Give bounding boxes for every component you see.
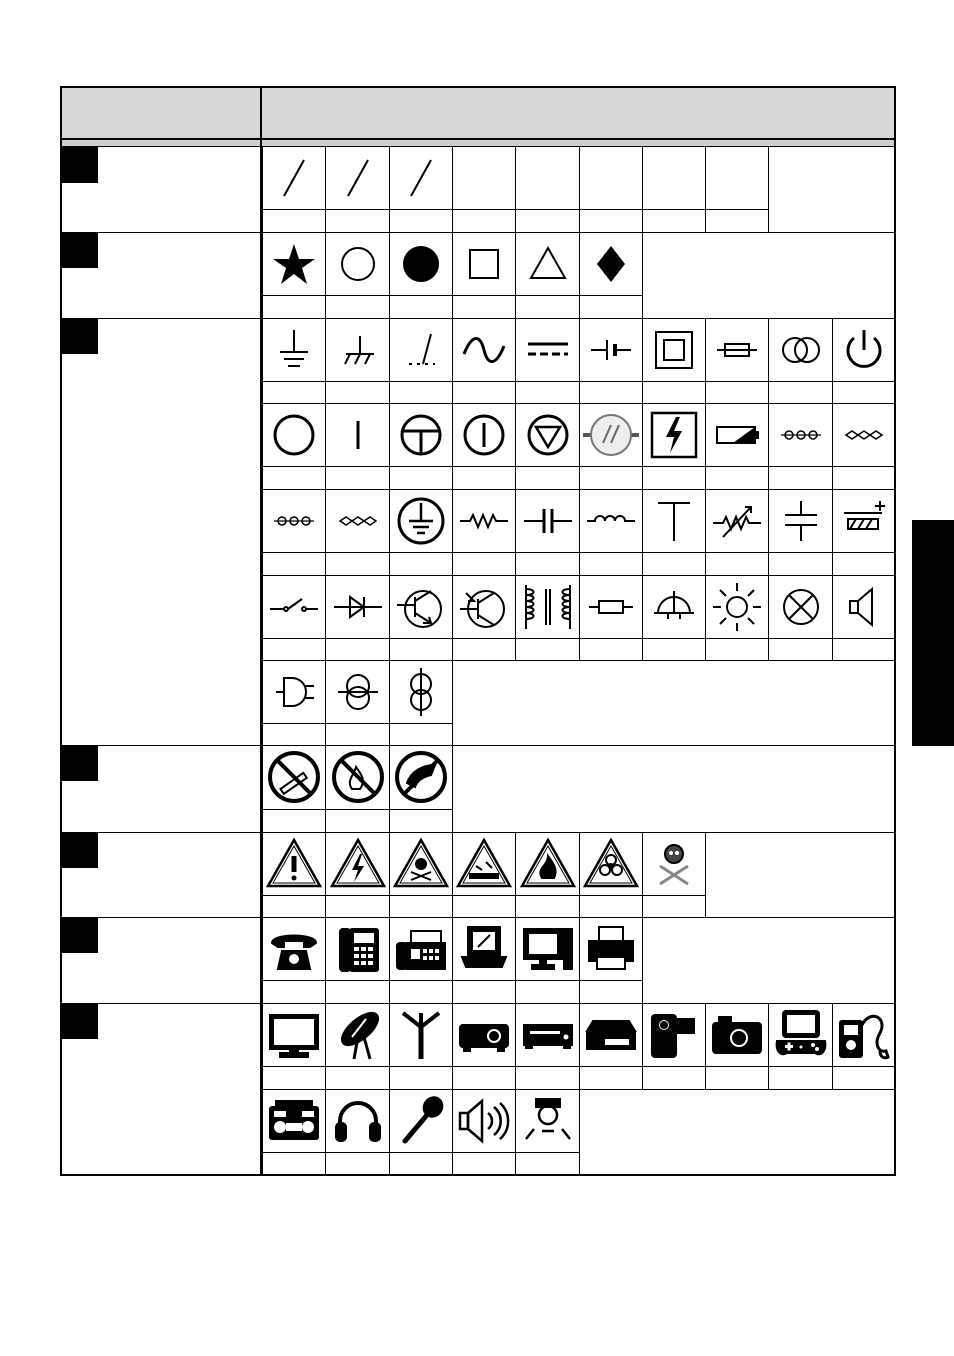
- symbol-code: [325, 638, 389, 660]
- rule-line: [642, 917, 643, 1003]
- poison-icon: [389, 832, 452, 895]
- rule-line: [894, 403, 895, 489]
- direct-current-icon: [515, 318, 579, 381]
- category-label: [104, 753, 254, 775]
- symbol-code: [768, 638, 832, 660]
- symbol-code: [452, 895, 515, 917]
- rule-line: [894, 489, 895, 575]
- game-console-icon: [768, 1003, 832, 1066]
- symbol-code: [325, 209, 389, 232]
- symbol-code: [705, 381, 768, 403]
- transformer-coil-icon: [389, 660, 452, 723]
- camera-icon: [705, 1003, 768, 1066]
- symbol-code: [515, 895, 579, 917]
- no-open-flame-icon: [325, 745, 389, 809]
- rule-line: [894, 575, 895, 660]
- blank-icon: [705, 147, 768, 209]
- symbol-code: [262, 895, 325, 917]
- slash-icon: [389, 147, 452, 209]
- tv-icon: [262, 1003, 325, 1066]
- symbol-code: [262, 723, 325, 745]
- satellite-dish-icon: [325, 1003, 389, 1066]
- category-marker: [61, 232, 98, 268]
- symbol-code: [389, 638, 452, 660]
- no-access-icon: [389, 745, 452, 809]
- symbol-code: [642, 466, 705, 489]
- printer-icon: [579, 917, 642, 980]
- symbol-code: [325, 809, 389, 832]
- symbol-code: [579, 466, 642, 489]
- connector-alt-icon: [832, 403, 894, 466]
- projector-icon: [452, 1003, 515, 1066]
- diode-icon: [325, 575, 389, 638]
- lamp-icon: [705, 575, 768, 638]
- triangle-outline-icon: [515, 232, 579, 295]
- category-label: [104, 240, 254, 262]
- symbol-code: [515, 552, 579, 575]
- rule-line: [262, 1174, 579, 1175]
- transistor-pnp-icon: [389, 575, 452, 638]
- symbol-code: [515, 466, 579, 489]
- capacitor-icon: [515, 489, 579, 552]
- header-category: [70, 100, 250, 128]
- bell-icon: [642, 575, 705, 638]
- symbol-code: [262, 209, 325, 232]
- transformer-icon: [768, 318, 832, 381]
- protective-earth-icon: [389, 489, 452, 552]
- inductor-icon: [579, 489, 642, 552]
- symbol-code: [705, 552, 768, 575]
- current-transformer-icon: [325, 660, 389, 723]
- antenna-tee-icon: [642, 489, 705, 552]
- laptop-icon: [452, 917, 515, 980]
- category-label: [104, 1011, 254, 1033]
- symbol-code: [389, 1066, 452, 1089]
- symbol-code: [579, 1066, 642, 1089]
- rule-line: [579, 1089, 580, 1174]
- symbol-code: [452, 980, 515, 1003]
- alternating-current-icon: [452, 318, 515, 381]
- symbol-code: [452, 381, 515, 403]
- emergency-stop-icon: [515, 403, 579, 466]
- symbol-code: [579, 638, 642, 660]
- symbol-code: [452, 209, 515, 232]
- symbol-code: [262, 638, 325, 660]
- symbol-code: [579, 381, 642, 403]
- symbol-code: [579, 895, 642, 917]
- symbol-code: [642, 1066, 705, 1089]
- category-marker: [61, 745, 98, 781]
- boombox-icon: [262, 1089, 325, 1152]
- variable-resistor-icon: [705, 489, 768, 552]
- singer-icon: [515, 1089, 579, 1152]
- double-insulation-icon: [642, 318, 705, 381]
- star-filled-icon: [262, 232, 325, 295]
- warning-icon: [262, 832, 325, 895]
- symbol-code: [515, 209, 579, 232]
- photocell-icon: [579, 403, 642, 466]
- diamond-filled-icon: [579, 232, 642, 295]
- symbol-code: [515, 1066, 579, 1089]
- symbol-code: [579, 980, 642, 1003]
- symbol-code: [768, 466, 832, 489]
- clean-ground-icon: [389, 318, 452, 381]
- mobile-phone-icon: [325, 917, 389, 980]
- circle-filled-icon: [389, 232, 452, 295]
- symbol-code: [515, 638, 579, 660]
- symbol-code: [642, 638, 705, 660]
- symbol-code: [389, 466, 452, 489]
- symbol-code: [642, 552, 705, 575]
- lamp-cross-icon: [768, 575, 832, 638]
- symbol-code: [832, 638, 894, 660]
- symbol-code: [325, 723, 389, 745]
- blank-icon: [452, 147, 515, 209]
- transformer-core-icon: [515, 575, 579, 638]
- switch-icon: [262, 575, 325, 638]
- symbol-code: [452, 295, 515, 318]
- rule-line: [705, 832, 706, 917]
- dvd-player-icon: [515, 1003, 579, 1066]
- category-marker: [61, 1003, 98, 1039]
- plug-icon: [262, 660, 325, 723]
- symbol-code: [262, 1066, 325, 1089]
- rule-line: [452, 660, 453, 745]
- rule-line: [60, 745, 896, 746]
- stop-icon: [389, 403, 452, 466]
- rule-line: [768, 147, 769, 232]
- symbol-code: [325, 980, 389, 1003]
- symbol-code: [389, 895, 452, 917]
- symbol-code: [642, 895, 705, 917]
- symbol-code: [389, 552, 452, 575]
- symbol-code: [452, 1152, 515, 1174]
- circle-outline-icon: [325, 232, 389, 295]
- symbol-code: [262, 381, 325, 403]
- symbol-code: [262, 552, 325, 575]
- category-label: [104, 155, 254, 177]
- fuse-icon: [705, 318, 768, 381]
- symbol-code: [832, 552, 894, 575]
- symbol-code: [262, 980, 325, 1003]
- category-marker: [61, 917, 98, 953]
- symbol-code: [452, 466, 515, 489]
- on-off-icon: [452, 403, 515, 466]
- symbol-code: [389, 809, 452, 832]
- resistor-icon: [452, 489, 515, 552]
- rule-line: [642, 232, 643, 318]
- speaker-volume-icon: [452, 1089, 515, 1152]
- no-smoking-icon: [262, 745, 325, 809]
- symbol-code: [515, 295, 579, 318]
- electric-hazard-icon: [325, 832, 389, 895]
- category-marker: [61, 832, 98, 868]
- symbol-code: [389, 1152, 452, 1174]
- desktop-icon: [515, 917, 579, 980]
- symbol-code: [579, 209, 642, 232]
- symbol-code: [325, 552, 389, 575]
- symbol-code: [452, 638, 515, 660]
- header-symbols: [275, 100, 875, 128]
- symbol-code: [389, 209, 452, 232]
- rule-line: [894, 1003, 895, 1089]
- category-label: [104, 840, 254, 862]
- symbol-code: [262, 809, 325, 832]
- video-camera-icon: [642, 1003, 705, 1066]
- capacitor-alt-icon: [768, 489, 832, 552]
- battery-cell-icon: [579, 318, 642, 381]
- symbol-code: [832, 466, 894, 489]
- high-voltage-icon: [642, 403, 705, 466]
- antenna-icon: [389, 1003, 452, 1066]
- symbol-code: [705, 638, 768, 660]
- symbol-code: [832, 381, 894, 403]
- symbol-code: [579, 295, 642, 318]
- speaker-icon: [832, 575, 894, 638]
- off-icon: [262, 403, 325, 466]
- frame-ground-icon: [325, 318, 389, 381]
- connector-dots-alt-icon: [325, 489, 389, 552]
- symbol-code: [515, 381, 579, 403]
- symbol-code: [452, 552, 515, 575]
- biohazard-icon: [579, 832, 642, 895]
- slash-icon: [262, 147, 325, 209]
- music-player-icon: [832, 1003, 894, 1066]
- blank-icon: [642, 147, 705, 209]
- symbol-code: [325, 1066, 389, 1089]
- transistor-npn-icon: [452, 575, 515, 638]
- symbol-code: [642, 209, 705, 232]
- symbol-code: [325, 466, 389, 489]
- square-outline-icon: [452, 232, 515, 295]
- category-marker: [61, 318, 98, 354]
- slash-icon: [325, 147, 389, 209]
- symbol-code: [705, 466, 768, 489]
- telephone-icon: [262, 917, 325, 980]
- symbol-code: [389, 980, 452, 1003]
- symbol-code: [452, 1066, 515, 1089]
- symbol-code: [262, 1152, 325, 1174]
- power-icon: [832, 318, 894, 381]
- on-icon: [325, 403, 389, 466]
- rule-line: [894, 318, 895, 403]
- symbol-code: [515, 1152, 579, 1174]
- symbol-code: [768, 552, 832, 575]
- connector-icon: [768, 403, 832, 466]
- earth-ground-icon: [262, 318, 325, 381]
- symbol-code: [389, 381, 452, 403]
- skull-crossbones-icon: [642, 832, 705, 895]
- symbol-code: [325, 1152, 389, 1174]
- symbol-code: [262, 295, 325, 318]
- symbol-code: [325, 295, 389, 318]
- symbol-code: [768, 1066, 832, 1089]
- corrosive-icon: [452, 832, 515, 895]
- symbol-code: [515, 980, 579, 1003]
- symbol-code: [579, 552, 642, 575]
- symbol-code: [768, 381, 832, 403]
- chapter-tab: [912, 520, 954, 746]
- blank-icon: [579, 147, 642, 209]
- category-marker: [61, 147, 98, 183]
- battery-low-icon: [705, 403, 768, 466]
- microphone-icon: [389, 1089, 452, 1152]
- symbol-code: [262, 466, 325, 489]
- symbol-code: [389, 295, 452, 318]
- symbol-code: [832, 1066, 894, 1089]
- resistor-box-icon: [579, 575, 642, 638]
- headphones-icon: [325, 1089, 389, 1152]
- symbol-code: [642, 381, 705, 403]
- fax-icon: [389, 917, 452, 980]
- flammable-icon: [515, 832, 579, 895]
- symbol-code: [705, 209, 768, 232]
- symbol-code: [705, 1066, 768, 1089]
- category-label: [104, 326, 254, 348]
- heater-icon: [832, 489, 894, 552]
- video-recorder-icon: [579, 1003, 642, 1066]
- symbol-code: [325, 895, 389, 917]
- symbol-code: [325, 381, 389, 403]
- blank-icon: [515, 147, 579, 209]
- connector-dots-icon: [262, 489, 325, 552]
- symbol-code: [389, 723, 452, 745]
- category-label: [104, 925, 254, 947]
- rule-line: [452, 745, 453, 832]
